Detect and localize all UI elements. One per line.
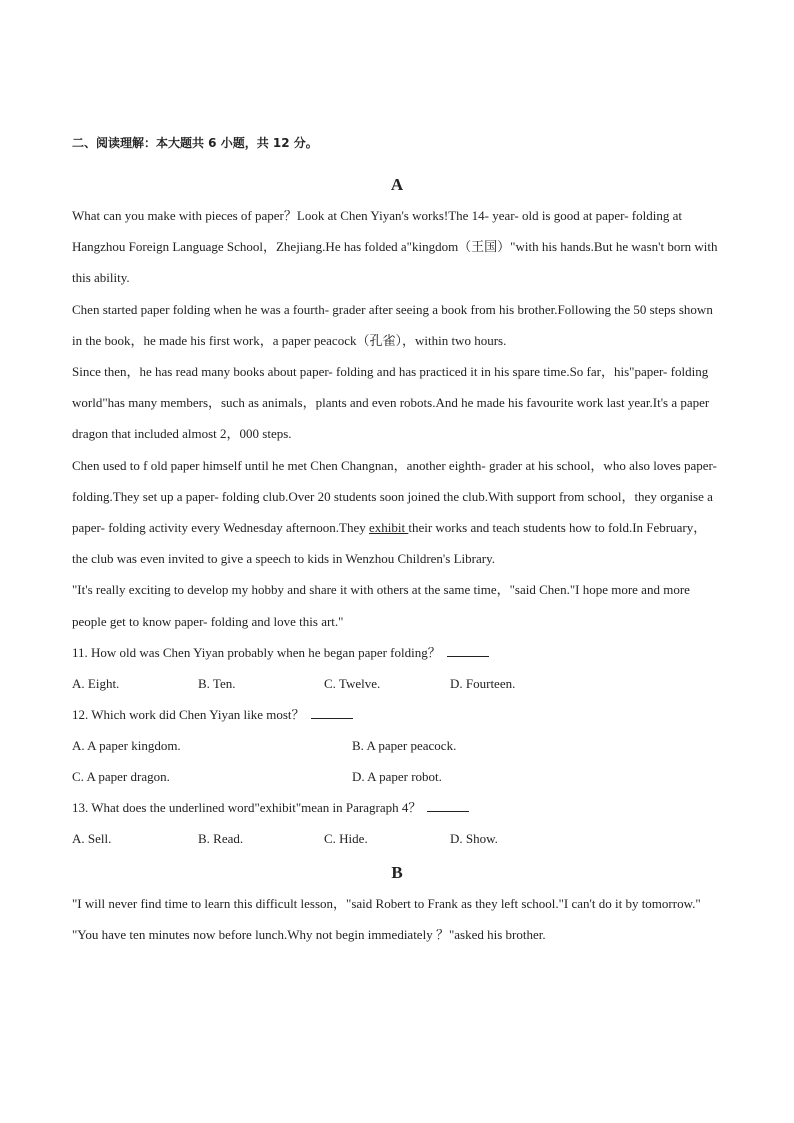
exam-page [72,128,722,950]
passage-a-paragraph-4 [72,450,722,575]
option-c[interactable]: C. Twelve. [324,675,381,691]
passage-b-paragraph-1: "I will never find time to learn this difficult lesson，"said Robert to Frank as they left school."I can't do it by tomorrow." [72,895,701,911]
option-d[interactable]: D. Fourteen. [450,675,516,691]
question-12-options-row-2 [72,761,722,792]
option-c[interactable]: C. Hide. [324,830,368,846]
option-c[interactable]: C. A paper dragon. [72,768,170,784]
passage-a-title: A [390,175,404,194]
question-13-options [72,823,722,854]
passage-a-paragraph-3: Since then，he has read many books about paper- folding and has practiced it in his spare time.So far，his"paper- folding world"has many members，such as animals，plants and even robots.And he made his favourite work last year.It's a paper dragon that included almost 2，000 steps. [72,364,710,442]
passage-a-paragraph-5: "It's really exciting to develop my hobby and share it with others at the same time，"said Chen."I hope more and more people get to know paper- folding and love this art." [72,582,690,629]
question-13 [72,792,722,823]
answer-blank[interactable] [427,799,469,812]
question-11 [72,637,722,668]
paragraph-4-text-before: Chen used to f old paper himself until he met Chen Changnan，another eighth- grader at his school，who also loves paper- folding.They set up a paper- folding club.Over 20 students soon joined the club.With support from school，they organise a paper- folding activity every Wednesday afternoon.They [72,457,717,536]
option-a[interactable]: A. Sell. [72,830,112,846]
option-a[interactable]: A. Eight. [72,675,120,691]
option-d[interactable]: D. Show. [450,830,498,846]
answer-blank[interactable] [311,706,353,719]
option-b[interactable]: B. Ten. [198,675,236,691]
answer-blank[interactable] [447,644,489,657]
passage-b-paragraph-2: "You have ten minutes now before lunch.Why not begin immediately ？"asked his brother. [72,927,546,943]
passage-a-paragraph-1: What can you make with pieces of paper？Look at Chen Yiyan's works!The 14- year- old is good at paper- folding at Hangzhou Foreign Language School，Zhejiang.He has folded a"kingdom（王国）"with his hands.But he wasn't born with this ability. [72,208,718,286]
option-d[interactable]: D. A paper robot. [352,768,442,784]
option-b[interactable]: B. A paper peacock. [352,737,457,753]
question-12 [72,699,722,730]
question-stem: 12. Which work did Chen Yiyan like most？ [72,706,305,722]
passage-b-title: B [391,862,403,882]
passage-a-paragraph-2: Chen started paper folding when he was a fourth- grader after seeing a book from his brother.Following the 50 steps shown in the book，he made his first work，a paper peacock（孔雀），within two hours. [72,301,713,348]
question-stem: 11. How old was Chen Yiyan probably when he began paper folding？ [72,644,441,660]
option-b[interactable]: B. Read. [198,830,244,846]
section-heading: 二、阅读理解：本大题共 6 小题，共 12 分。 [72,136,318,150]
paragraph-4-text-after: their works and teach students how to fold.In February，the club was even invited to give a speech to kids in Wenzhou Children's Library. [72,520,707,567]
question-12-options-row-1 [72,730,722,761]
question-stem: 13. What does the underlined word"exhibit"mean in Paragraph 4？ [72,799,422,815]
option-a[interactable]: A. A paper kingdom. [72,737,181,753]
underlined-word-exhibit: exhibit [368,520,409,536]
question-11-options [72,668,722,699]
